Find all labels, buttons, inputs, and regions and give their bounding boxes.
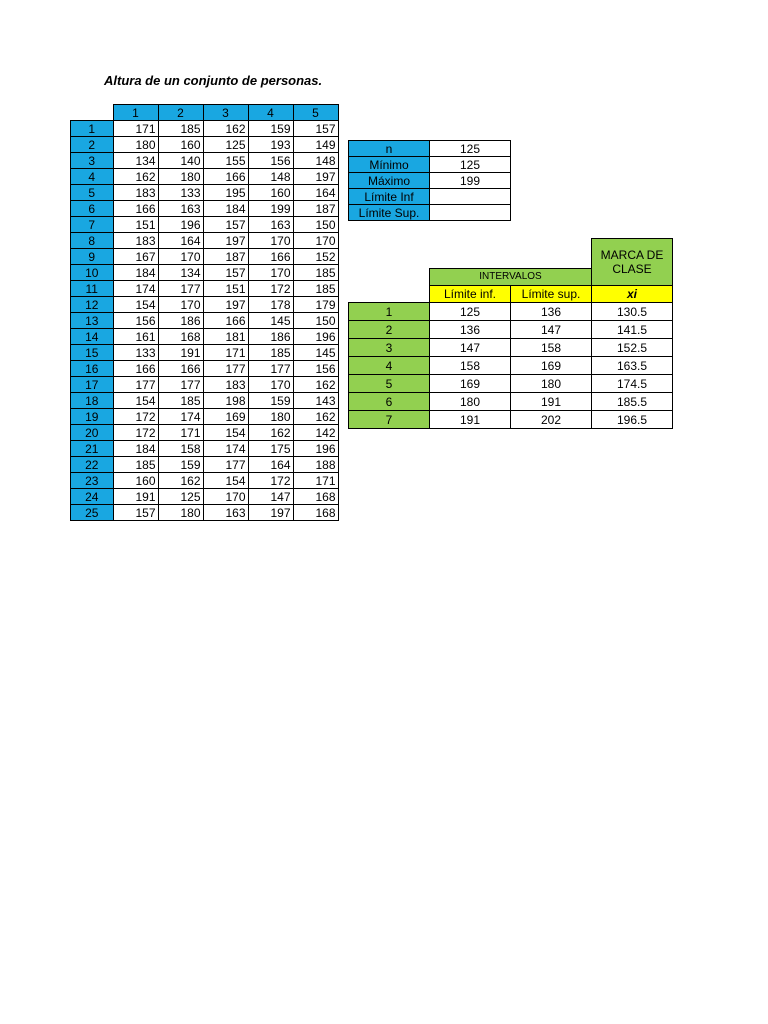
table-cell[interactable]: 183	[113, 233, 158, 249]
table-cell[interactable]: 185	[158, 393, 203, 409]
table-cell[interactable]: 166	[203, 313, 248, 329]
class-upper-limit[interactable]: 136	[511, 303, 592, 321]
table-cell[interactable]: 177	[158, 281, 203, 297]
table-cell[interactable]: 171	[158, 425, 203, 441]
class-table-top-row	[349, 239, 673, 269]
class-row	[349, 393, 673, 411]
table-row	[71, 489, 339, 505]
xi-header[interactable]: xi	[592, 286, 673, 303]
class-lower-limit[interactable]: 125	[430, 303, 511, 321]
row-header[interactable]: 21	[71, 441, 114, 457]
row-header[interactable]: 20	[71, 425, 114, 441]
class-row	[349, 339, 673, 357]
class-upper-limit[interactable]: 158	[511, 339, 592, 357]
table-cell[interactable]: 159	[248, 121, 293, 137]
table-cell[interactable]: 147	[248, 489, 293, 505]
limite-inf-header[interactable]: Límite inf.	[430, 286, 511, 303]
summary-stats-table	[348, 140, 511, 221]
table-row	[71, 425, 339, 441]
class-index[interactable]: 1	[349, 303, 430, 321]
table-cell[interactable]: 151	[113, 217, 158, 233]
row-header[interactable]: 11	[71, 281, 114, 297]
stats-value[interactable]: 125	[430, 141, 511, 157]
table-cell[interactable]: 196	[158, 217, 203, 233]
class-upper-limit[interactable]: 191	[511, 393, 592, 411]
table-cell[interactable]: 162	[203, 121, 248, 137]
table-cell[interactable]: 145	[248, 313, 293, 329]
table-cell[interactable]: 150	[293, 217, 338, 233]
class-lower-limit[interactable]: 169	[430, 375, 511, 393]
table-cell[interactable]: 134	[113, 153, 158, 169]
table-cell[interactable]: 162	[248, 425, 293, 441]
table-row	[71, 329, 339, 345]
class-lower-limit[interactable]: 180	[430, 393, 511, 411]
class-mark[interactable]: 152.5	[592, 339, 673, 357]
class-upper-limit[interactable]: 169	[511, 357, 592, 375]
stats-row	[349, 205, 511, 221]
class-mark[interactable]: 130.5	[592, 303, 673, 321]
table-cell[interactable]: 148	[293, 153, 338, 169]
table-cell[interactable]: 145	[293, 345, 338, 361]
limite-sup-header[interactable]: Límite sup.	[511, 286, 592, 303]
table-cell[interactable]: 183	[113, 185, 158, 201]
table-cell[interactable]: 168	[293, 505, 338, 521]
table-cell[interactable]: 166	[203, 169, 248, 185]
table-cell[interactable]: 162	[293, 409, 338, 425]
table-cell[interactable]: 160	[158, 137, 203, 153]
class-lower-limit[interactable]: 158	[430, 357, 511, 375]
table-row	[71, 473, 339, 489]
table-cell[interactable]: 178	[248, 297, 293, 313]
table-cell[interactable]: 156	[293, 361, 338, 377]
table-cell[interactable]: 162	[293, 377, 338, 393]
row-header[interactable]: 4	[71, 169, 114, 185]
data-table-corner	[71, 105, 114, 121]
table-cell[interactable]: 149	[293, 137, 338, 153]
stats-row	[349, 157, 511, 173]
class-mark[interactable]: 185.5	[592, 393, 673, 411]
table-cell[interactable]: 184	[113, 441, 158, 457]
class-row	[349, 375, 673, 393]
stats-value[interactable]: 125	[430, 157, 511, 173]
table-cell[interactable]: 175	[248, 441, 293, 457]
table-cell[interactable]: 170	[203, 489, 248, 505]
table-cell[interactable]: 170	[158, 249, 203, 265]
marca-de-clase-header[interactable]: MARCA DE CLASE	[592, 239, 673, 286]
row-header[interactable]: 10	[71, 265, 114, 281]
class-index[interactable]: 7	[349, 411, 430, 429]
table-cell[interactable]: 155	[203, 153, 248, 169]
class-row	[349, 411, 673, 429]
stats-label[interactable]: Máximo	[349, 173, 430, 189]
table-row	[71, 393, 339, 409]
column-header[interactable]: 2	[158, 105, 203, 121]
class-upper-limit[interactable]: 147	[511, 321, 592, 339]
table-cell[interactable]: 196	[293, 441, 338, 457]
row-header[interactable]: 8	[71, 233, 114, 249]
table-cell[interactable]: 160	[113, 473, 158, 489]
table-row	[71, 185, 339, 201]
table-cell[interactable]: 185	[293, 281, 338, 297]
class-index[interactable]: 5	[349, 375, 430, 393]
table-row	[71, 249, 339, 265]
table-cell[interactable]: 154	[113, 297, 158, 313]
table-cell[interactable]: 183	[203, 377, 248, 393]
table-cell[interactable]: 191	[113, 489, 158, 505]
table-cell[interactable]: 171	[203, 345, 248, 361]
table-cell[interactable]: 163	[248, 217, 293, 233]
height-data-table	[70, 104, 339, 521]
row-header[interactable]: 3	[71, 153, 114, 169]
row-header[interactable]: 6	[71, 201, 114, 217]
table-cell[interactable]: 162	[158, 473, 203, 489]
class-row	[349, 303, 673, 321]
table-row	[71, 153, 339, 169]
table-row	[71, 377, 339, 393]
class-row	[349, 321, 673, 339]
table-cell[interactable]: 177	[203, 361, 248, 377]
table-cell[interactable]: 172	[113, 409, 158, 425]
table-cell[interactable]: 168	[158, 329, 203, 345]
table-cell[interactable]: 164	[158, 233, 203, 249]
table-cell[interactable]: 140	[158, 153, 203, 169]
stats-value[interactable]	[430, 189, 511, 205]
class-index[interactable]: 4	[349, 357, 430, 375]
row-header[interactable]: 7	[71, 217, 114, 233]
table-cell[interactable]: 185	[248, 345, 293, 361]
stats-row	[349, 189, 511, 205]
table-cell[interactable]: 154	[113, 393, 158, 409]
table-cell[interactable]: 170	[293, 233, 338, 249]
table-cell[interactable]: 177	[248, 361, 293, 377]
table-cell[interactable]: 185	[158, 121, 203, 137]
table-cell[interactable]: 180	[158, 505, 203, 521]
table-cell[interactable]: 191	[158, 345, 203, 361]
table-row	[71, 441, 339, 457]
stats-row	[349, 173, 511, 189]
table-cell[interactable]: 170	[248, 377, 293, 393]
class-mark[interactable]: 196.5	[592, 411, 673, 429]
table-cell[interactable]: 142	[293, 425, 338, 441]
table-cell[interactable]: 163	[158, 201, 203, 217]
column-header[interactable]: 4	[248, 105, 293, 121]
row-header[interactable]: 13	[71, 313, 114, 329]
table-row	[71, 233, 339, 249]
table-row	[71, 297, 339, 313]
table-cell[interactable]: 187	[203, 249, 248, 265]
class-lower-limit[interactable]: 136	[430, 321, 511, 339]
table-cell[interactable]: 197	[248, 505, 293, 521]
table-cell[interactable]: 162	[113, 169, 158, 185]
table-row	[71, 281, 339, 297]
table-cell[interactable]: 180	[158, 169, 203, 185]
table-cell[interactable]: 186	[158, 313, 203, 329]
table-cell[interactable]: 197	[203, 297, 248, 313]
stats-label[interactable]: Límite Sup.	[349, 205, 430, 221]
class-index[interactable]: 6	[349, 393, 430, 411]
table-cell[interactable]: 184	[113, 265, 158, 281]
table-cell[interactable]: 133	[158, 185, 203, 201]
table-cell[interactable]: 177	[203, 457, 248, 473]
table-cell[interactable]: 170	[248, 233, 293, 249]
table-row	[71, 361, 339, 377]
class-upper-limit[interactable]: 202	[511, 411, 592, 429]
table-cell[interactable]: 195	[203, 185, 248, 201]
table-row	[71, 457, 339, 473]
table-cell[interactable]: 154	[203, 473, 248, 489]
table-cell[interactable]: 150	[293, 313, 338, 329]
stats-label[interactable]: Límite Inf	[349, 189, 430, 205]
table-cell[interactable]: 187	[293, 201, 338, 217]
table-cell[interactable]: 156	[113, 313, 158, 329]
row-header[interactable]: 19	[71, 409, 114, 425]
data-table-header-row	[71, 105, 339, 121]
row-header[interactable]: 25	[71, 505, 114, 521]
table-row	[71, 313, 339, 329]
table-cell[interactable]: 184	[203, 201, 248, 217]
row-header[interactable]: 9	[71, 249, 114, 265]
table-cell[interactable]: 198	[203, 393, 248, 409]
column-header[interactable]: 1	[113, 105, 158, 121]
table-cell[interactable]: 161	[113, 329, 158, 345]
table-cell[interactable]: 188	[293, 457, 338, 473]
table-cell[interactable]: 166	[113, 361, 158, 377]
table-cell[interactable]: 171	[113, 121, 158, 137]
row-header[interactable]: 22	[71, 457, 114, 473]
class-intervals-table	[348, 238, 673, 429]
table-cell[interactable]: 134	[158, 265, 203, 281]
table-cell[interactable]: 197	[293, 169, 338, 185]
table-cell[interactable]: 164	[248, 457, 293, 473]
table-cell[interactable]: 172	[248, 473, 293, 489]
class-table-subheader-row	[349, 286, 673, 303]
intervalos-header[interactable]: INTERVALOS	[430, 269, 592, 286]
table-cell[interactable]: 166	[248, 249, 293, 265]
table-row	[71, 217, 339, 233]
table-cell[interactable]: 193	[248, 137, 293, 153]
table-cell[interactable]: 170	[158, 297, 203, 313]
column-header[interactable]: 5	[293, 105, 338, 121]
class-mark[interactable]: 163.5	[592, 357, 673, 375]
table-cell[interactable]: 166	[113, 201, 158, 217]
table-cell[interactable]: 174	[113, 281, 158, 297]
row-header[interactable]: 14	[71, 329, 114, 345]
row-header[interactable]: 12	[71, 297, 114, 313]
table-cell[interactable]: 180	[248, 409, 293, 425]
stats-label[interactable]: Mínimo	[349, 157, 430, 173]
table-cell[interactable]: 197	[203, 233, 248, 249]
table-cell[interactable]: 157	[203, 265, 248, 281]
table-cell[interactable]: 159	[248, 393, 293, 409]
table-cell[interactable]: 196	[293, 329, 338, 345]
table-cell[interactable]: 186	[248, 329, 293, 345]
table-cell[interactable]: 169	[203, 409, 248, 425]
table-cell[interactable]: 174	[158, 409, 203, 425]
table-cell[interactable]: 166	[158, 361, 203, 377]
table-cell[interactable]: 157	[113, 505, 158, 521]
table-cell[interactable]: 151	[203, 281, 248, 297]
table-cell[interactable]: 180	[113, 137, 158, 153]
table-cell[interactable]: 133	[113, 345, 158, 361]
row-header[interactable]: 18	[71, 393, 114, 409]
row-header[interactable]: 17	[71, 377, 114, 393]
table-cell[interactable]: 164	[293, 185, 338, 201]
table-cell[interactable]: 172	[248, 281, 293, 297]
table-cell[interactable]: 177	[113, 377, 158, 393]
table-cell[interactable]: 167	[113, 249, 158, 265]
class-index[interactable]: 2	[349, 321, 430, 339]
class-mark[interactable]: 141.5	[592, 321, 673, 339]
page-title: Altura de un conjunto de personas.	[104, 73, 323, 88]
row-header[interactable]: 1	[71, 121, 114, 137]
class-upper-limit[interactable]: 180	[511, 375, 592, 393]
class-mark[interactable]: 174.5	[592, 375, 673, 393]
table-cell[interactable]: 163	[203, 505, 248, 521]
table-cell[interactable]: 170	[248, 265, 293, 281]
table-cell[interactable]: 158	[158, 441, 203, 457]
table-cell[interactable]: 185	[113, 457, 158, 473]
table-row	[71, 505, 339, 521]
row-header[interactable]: 23	[71, 473, 114, 489]
table-cell[interactable]: 168	[293, 489, 338, 505]
table-cell[interactable]: 125	[203, 137, 248, 153]
table-cell[interactable]: 171	[293, 473, 338, 489]
table-cell[interactable]: 185	[293, 265, 338, 281]
table-row	[71, 169, 339, 185]
table-row	[71, 409, 339, 425]
row-header[interactable]: 15	[71, 345, 114, 361]
table-cell[interactable]: 174	[203, 441, 248, 457]
row-header[interactable]: 16	[71, 361, 114, 377]
table-cell[interactable]: 181	[203, 329, 248, 345]
row-header[interactable]: 24	[71, 489, 114, 505]
class-lower-limit[interactable]: 191	[430, 411, 511, 429]
stats-value[interactable]: 199	[430, 173, 511, 189]
table-cell[interactable]: 152	[293, 249, 338, 265]
table-cell[interactable]: 159	[158, 457, 203, 473]
table-cell[interactable]: 148	[248, 169, 293, 185]
table-cell[interactable]: 177	[158, 377, 203, 393]
table-cell[interactable]: 160	[248, 185, 293, 201]
table-cell[interactable]: 157	[293, 121, 338, 137]
table-row	[71, 265, 339, 281]
table-cell[interactable]: 143	[293, 393, 338, 409]
row-header[interactable]: 5	[71, 185, 114, 201]
table-cell[interactable]: 199	[248, 201, 293, 217]
table-cell[interactable]: 179	[293, 297, 338, 313]
table-cell[interactable]: 154	[203, 425, 248, 441]
stats-row	[349, 141, 511, 157]
table-row	[71, 137, 339, 153]
table-row	[71, 201, 339, 217]
table-row	[71, 345, 339, 361]
table-row	[71, 121, 339, 137]
class-lower-limit[interactable]: 147	[430, 339, 511, 357]
stats-label[interactable]: n	[349, 141, 430, 157]
stats-value[interactable]	[430, 205, 511, 221]
table-cell[interactable]: 125	[158, 489, 203, 505]
row-header[interactable]: 2	[71, 137, 114, 153]
table-cell[interactable]: 157	[203, 217, 248, 233]
class-index[interactable]: 3	[349, 339, 430, 357]
column-header[interactable]: 3	[203, 105, 248, 121]
table-cell[interactable]: 156	[248, 153, 293, 169]
class-row	[349, 357, 673, 375]
table-cell[interactable]: 172	[113, 425, 158, 441]
